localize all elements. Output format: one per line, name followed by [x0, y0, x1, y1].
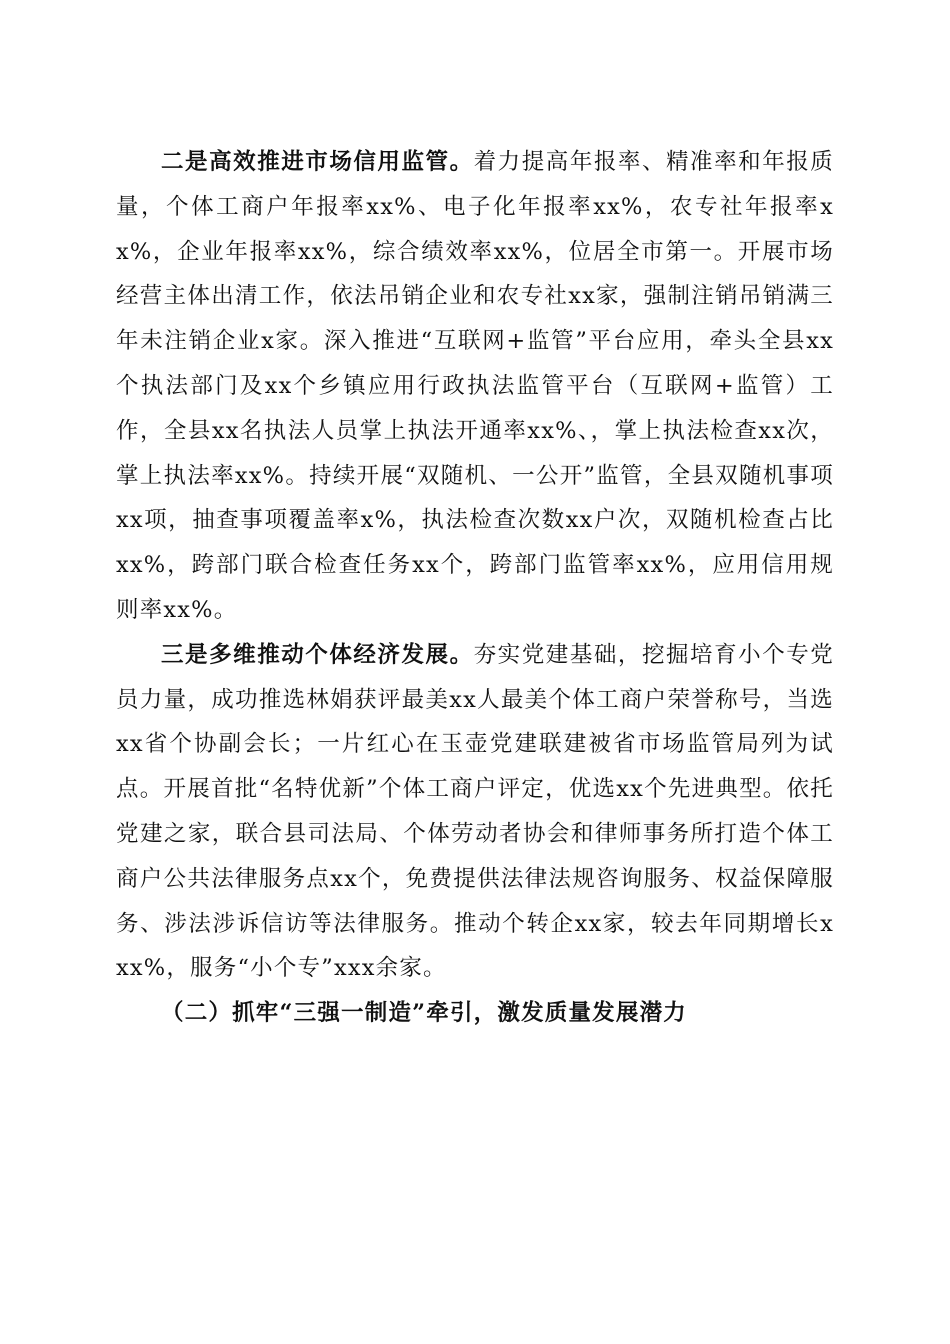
document-page: [116, 140, 834, 1036]
paragraph-body: 着力提高年报率、精准率和年报质量，个体工商户年报率xx%、电子化年报率xx%，农专社年报率xx%，企业年报率xx%，综合绩效率xx%，位居全市第一。开展市场经营主体出清工作，依法吊销企业和农专社xx家，强制注销吊销满三年未注销企业x家。深入推进“互联网+监管”平台应用，牵头全县xx个执法部门及xx个乡镇应用行政执法监管平台（互联网+监管）工作，全县xx名执法人员掌上执法开通率xx%、，掌上执法检查xx次，掌上执法率xx%。持续开展“双随机、一公开”监管，全县双随机事项xx项，抽查事项覆盖率x%，执法检查次数xx户次，双随机检查占比xx%，跨部门联合检查任务xx个，跨部门监管率xx%，应用信用规则率xx%。: [116, 149, 834, 623]
paragraph-individual-economy: [116, 633, 834, 991]
paragraph-lead: 三是多维推动个体经济发展。: [161, 641, 474, 668]
paragraph-lead: 二是高效推进市场信用监管。: [161, 149, 474, 175]
section-heading: （二）抓牢“三强一制造”牵引，激发质量发展潜力: [161, 1000, 687, 1027]
paragraph-body: 夯实党建基础，挖掘培育小个专党员力量，成功推选林娟获评最美xx人最美个体工商户荣誉称号，当选xx省个协副会长；一片红心在玉壶党建联建被省市场监管局列为试点。开展首批“名特优新”个体工商户评定，优选xx个先进典型。依托党建之家，联合县司法局、个体劳动者协会和律师事务所打造个体工商户公共法律服务点xx个，免费提供法律法规咨询服务、权益保障服务、涉法涉诉信访等法律服务。推动个转企xx家，较去年同期增长xxx%，服务“小个专”xxx余家。: [116, 641, 834, 982]
paragraph-market-credit: [116, 140, 834, 633]
